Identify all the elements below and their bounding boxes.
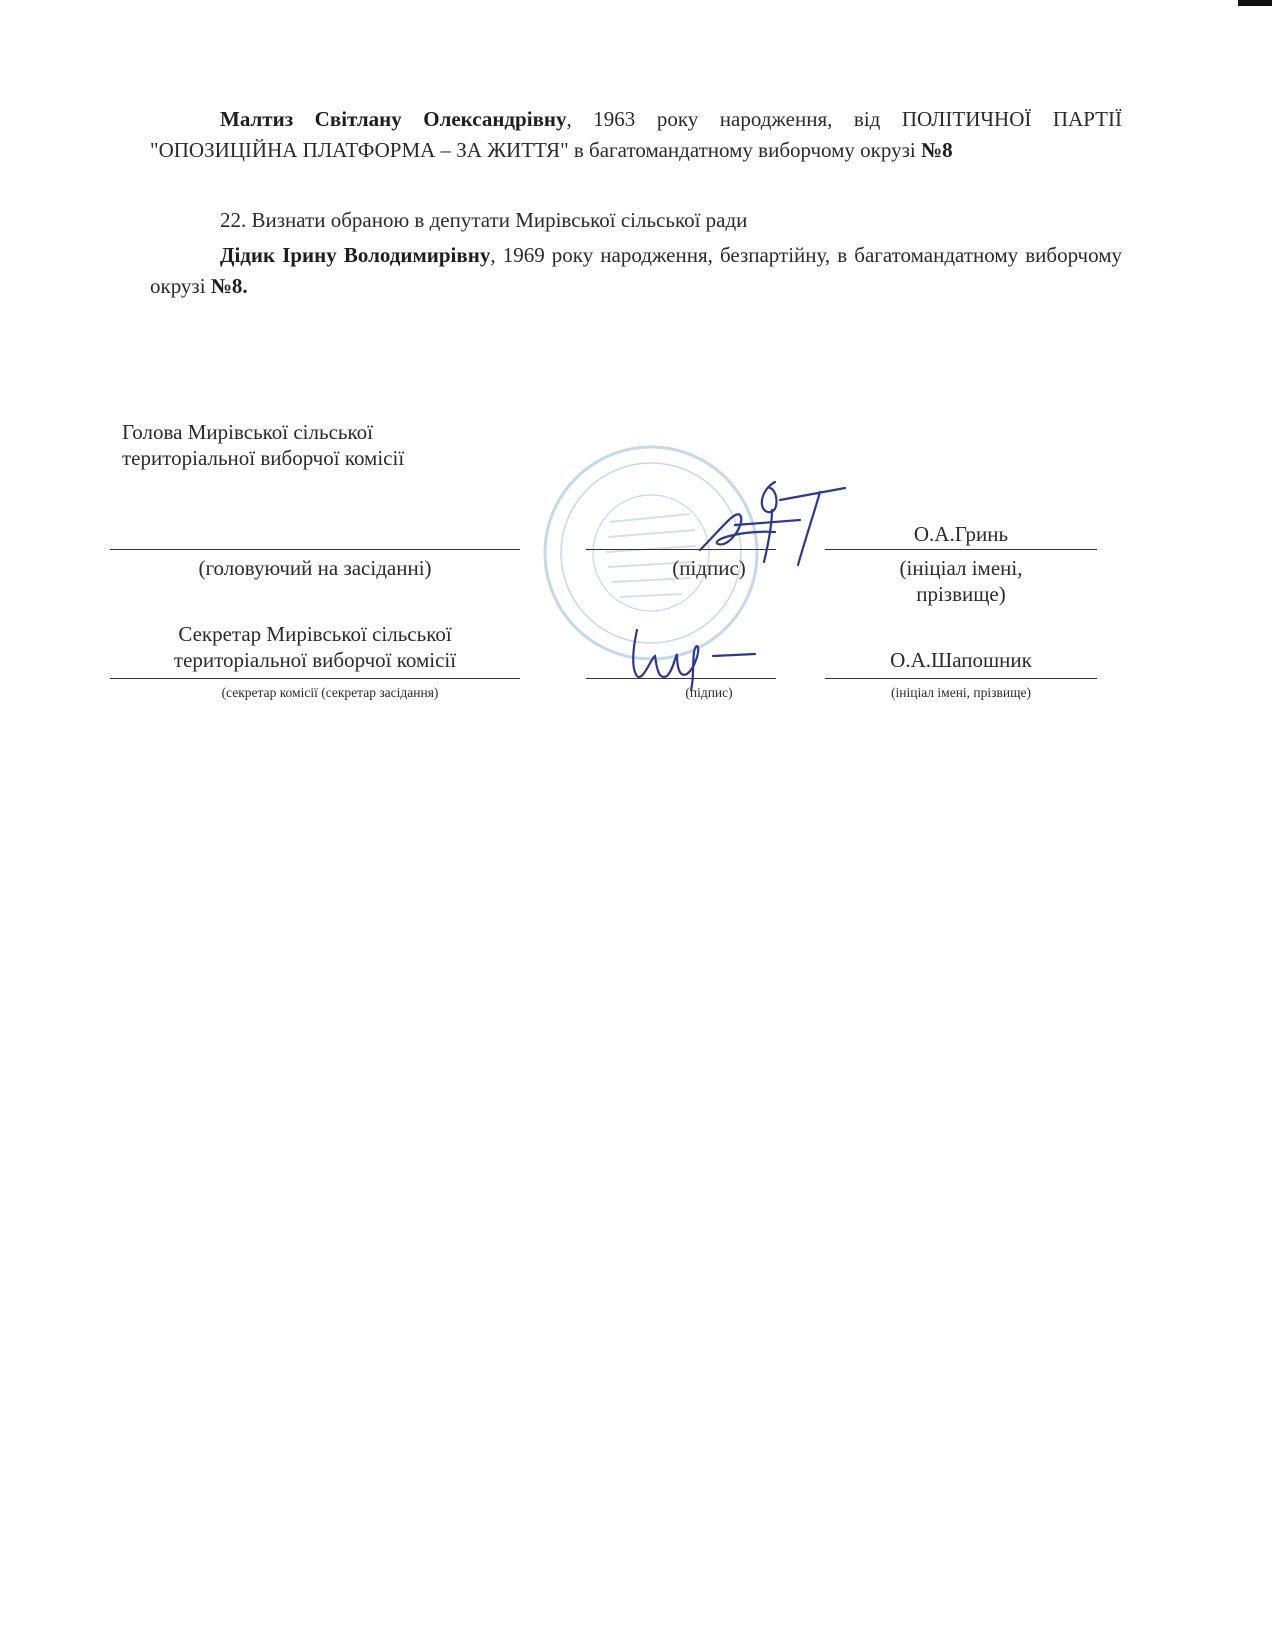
chair-name-line	[825, 549, 1097, 550]
item-21-text: , 1963 року народження, від ПОЛІТИЧНОЇ ПАРТІЇ "ОПОЗИЦІЙНА ПЛАТФОРМА – ЗА ЖИТТЯ" в багатомандатному виборчому окрузі	[150, 107, 1122, 162]
chair-title-line1: Голова Мирівської сільської	[122, 420, 373, 444]
item-22-text: , 1969 року народження, безпартійну, в багатомандатному виборчому окрузі	[150, 243, 1122, 298]
chair-role-caption: (головуючий на засіданні)	[198, 556, 432, 580]
chair-name-caption-line2: прізвище)	[916, 582, 1006, 606]
chair-signature	[680, 470, 860, 570]
secretary-name-line	[825, 678, 1097, 679]
secretary-title-line1: Секретар Мирівської сільської	[178, 622, 452, 646]
chair-name-caption-line1: (ініціал імені,	[899, 556, 1023, 580]
item-22-paragraph	[150, 240, 1122, 302]
secretary-role-line	[110, 678, 520, 679]
chair-name: О.А.Гринь	[913, 522, 1009, 546]
chair-title-line2: територіальної виборчої комісії	[122, 446, 405, 470]
item-21-name: Малтиз Світлану Олександрівну	[220, 107, 567, 131]
secretary-name-caption: (ініціал імені, прізвище)	[891, 685, 1031, 700]
secretary-signature-line	[586, 678, 776, 679]
item-22-district: №8.	[210, 274, 248, 298]
chair-signature-caption: (підпис)	[672, 556, 746, 580]
item-21-district: №8	[921, 138, 953, 162]
secretary-signature-caption: (підпис)	[685, 685, 733, 700]
secretary-title-line2: територіальної виборчої комісії	[173, 648, 457, 672]
secretary-name: О.А.Шапошник	[890, 648, 1032, 672]
scan-corner-mark	[1238, 0, 1272, 6]
item-22-heading: 22. Визнати обраною в депутати Мирівської сільської ради	[220, 208, 748, 232]
item-22-name: Дідик Ірину Володимирівну	[220, 243, 491, 267]
chair-role-line	[110, 549, 520, 550]
secretary-role-caption: (секретар комісії (секретар засідання)	[221, 685, 439, 700]
item-21-paragraph	[150, 104, 1122, 166]
